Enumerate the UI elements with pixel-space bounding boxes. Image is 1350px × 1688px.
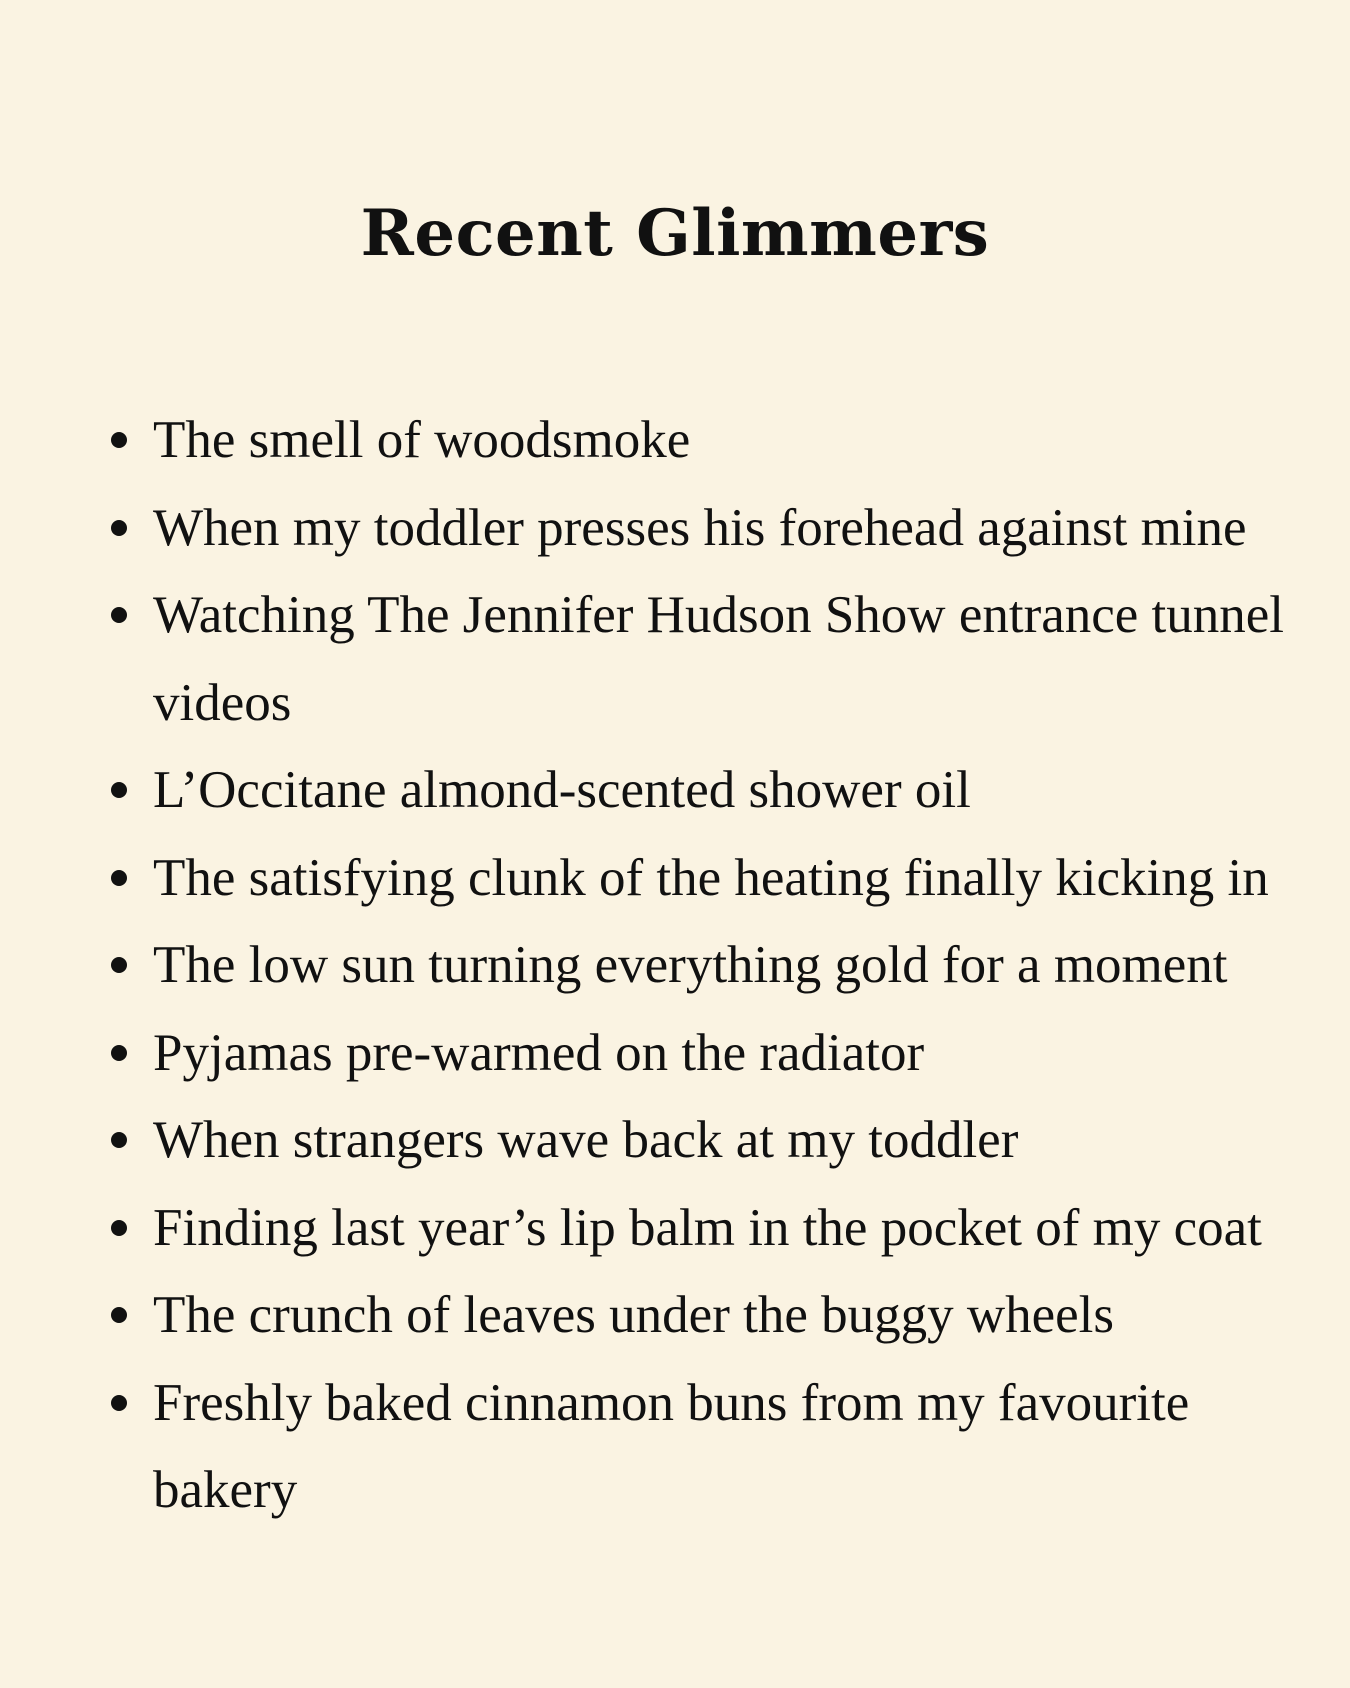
bullet-icon	[111, 1132, 127, 1148]
bullet-icon	[111, 782, 127, 798]
list-item	[107, 1272, 1287, 1360]
list-item-text: L’Occitane almond-scented shower oil	[153, 761, 971, 819]
list-item-text: The smell of woodsmoke	[153, 411, 691, 469]
list-item	[107, 1097, 1287, 1185]
bullet-icon	[111, 1045, 127, 1061]
bullet-icon	[111, 520, 127, 536]
list-item	[107, 1010, 1287, 1098]
list-item	[107, 1360, 1287, 1535]
bullet-icon	[111, 1220, 127, 1236]
list-item-text: The low sun turning everything gold for a moment	[153, 936, 1228, 994]
list-item	[107, 1185, 1287, 1273]
list-item-text: Finding last year’s lip balm in the pocket of my coat	[153, 1198, 1262, 1257]
list-item	[107, 835, 1287, 923]
list-item-text: When my toddler presses his forehead against mine	[153, 498, 1247, 557]
list-item	[107, 397, 1287, 485]
bullet-icon	[111, 1307, 127, 1323]
list-item-text: Freshly baked cinnamon buns from my favourite bakery	[153, 1373, 1190, 1519]
bullet-icon	[111, 870, 127, 886]
list-item-text: Watching The Jennifer Hudson Show entrance tunnel videos	[153, 586, 1285, 732]
list-item	[107, 485, 1287, 573]
bullet-icon	[111, 607, 127, 623]
list-item	[107, 922, 1287, 1010]
list-item-text: The crunch of leaves under the buggy wheels	[153, 1286, 1115, 1344]
list-item-text: Pyjamas pre-warmed on the radiator	[153, 1023, 925, 1082]
page-title: Recent Glimmers	[360, 196, 990, 271]
list-item-text: The satisfying clunk of the heating finally kicking in	[153, 848, 1269, 907]
bullet-icon	[111, 1395, 127, 1411]
list-item-text: When strangers wave back at my toddler	[153, 1111, 1019, 1169]
list-item	[107, 747, 1287, 835]
bullet-icon	[111, 957, 127, 973]
list-item	[107, 572, 1287, 747]
glimmers-list	[107, 397, 1287, 1535]
bullet-icon	[111, 432, 127, 448]
